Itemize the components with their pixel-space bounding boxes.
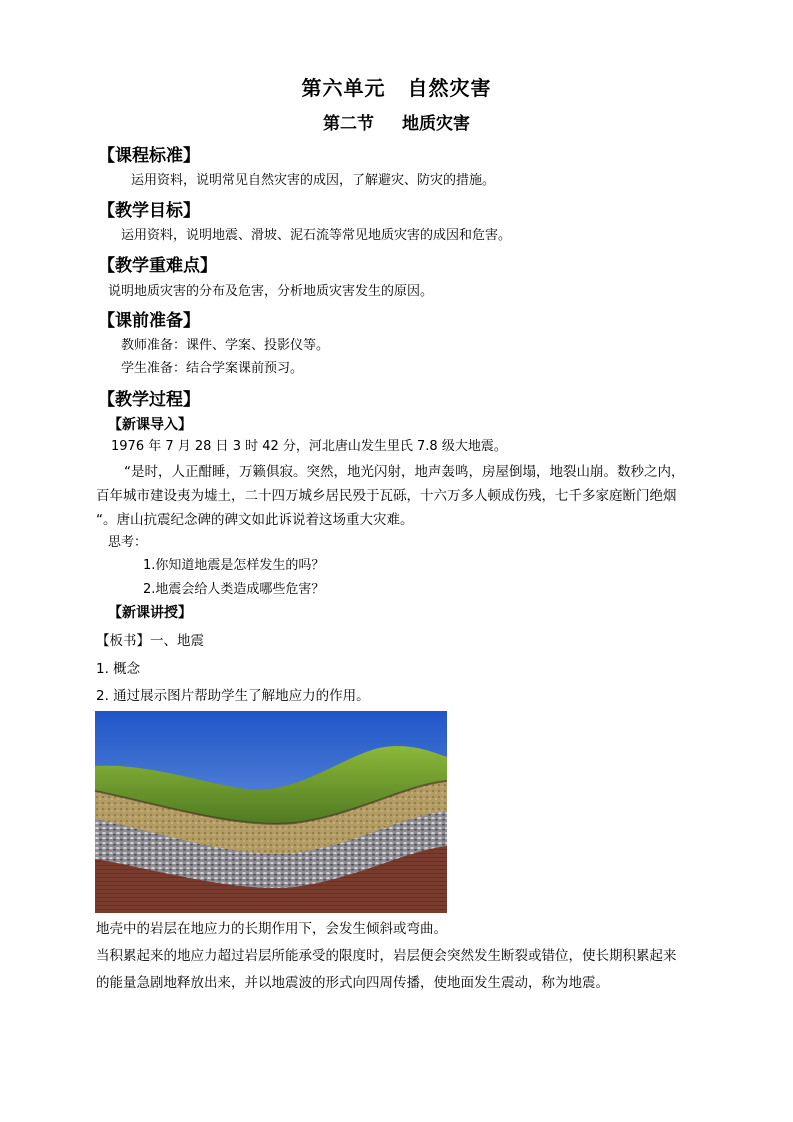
board-text: 【板书】一、地震 — [96, 633, 204, 649]
heading-standard: 【课程标准】 — [98, 146, 200, 166]
student-prep-text: 学生准备：结合学案课前预习。 — [121, 361, 304, 376]
title-unit: 第六单元 — [301, 76, 386, 100]
intro-heading: 【新课导入】 — [108, 417, 192, 433]
explanation-line-1: 当积累起来的地应力超过岩层所能承受的限度时，岩层便会突然发生断裂或错位，使长期积累起来 — [96, 948, 677, 964]
objective-text: 运用资料，说明地震、滑坡、泥石流等常见地质灾害的成因和危害。 — [121, 228, 512, 243]
quote-line-1: “是时，人正酣睡，万籁俱寂。突然，地光闪射，地声轰鸣，房屋倒塌，地裂山崩。数秒之内， — [124, 464, 685, 480]
item-concept: 1. 概念 — [96, 661, 141, 677]
title-topic: 自然灾害 — [407, 76, 492, 100]
quote-line-2: 百年城市建设夷为墟土，二十四万城乡居民殁于瓦砾，十六万多人顿成伤残，七千多家庭断门绝烟 — [96, 488, 677, 504]
heading-objective: 【教学目标】 — [98, 201, 200, 221]
heading-key-points: 【教学重难点】 — [98, 256, 217, 276]
heading-process: 【教学过程】 — [98, 390, 200, 410]
rock-layers-illustration — [95, 711, 447, 913]
explanation-line-2: 的能量急剧地释放出来，并以地震波的形式向四周传播，使地面发生震动，称为地震。 — [96, 975, 609, 991]
lecture-heading: 【新课讲授】 — [108, 605, 192, 621]
think-label: 思考： — [108, 535, 148, 550]
heading-preparation: 【课前准备】 — [98, 311, 200, 331]
teacher-prep-text: 教师准备：课件、学案、投影仪等。 — [121, 338, 330, 353]
page-title — [0, 72, 793, 101]
key-points-text: 说明地质灾害的分布及危害，分析地质灾害发生的原因。 — [108, 284, 434, 299]
question-1: 1.你知道地震是怎样发生的吗？ — [143, 558, 325, 573]
subtitle-section: 第二节 — [323, 114, 374, 134]
quote-line-3: “。唐山抗震纪念碑的碑文如此诉说着这场重大灾难。 — [96, 512, 414, 528]
standard-text: 运用资料，说明常见自然灾害的成因，了解避灾、防灾的措施。 — [131, 173, 496, 188]
subtitle-topic: 地质灾害 — [402, 114, 470, 134]
item-image-intro: 2. 通过展示图片帮助学生了解地应力的作用。 — [96, 688, 370, 704]
page-subtitle — [0, 109, 793, 134]
intro-line-1: 1976 年 7 月 28 日 3 时 42 分，河北唐山发生里氏 7.8 级大地震。 — [111, 439, 507, 454]
image-caption: 地壳中的岩层在地应力的长期作用下，会发生倾斜或弯曲。 — [96, 921, 447, 937]
question-2: 2.地震会给人类造成哪些危害？ — [143, 582, 325, 597]
